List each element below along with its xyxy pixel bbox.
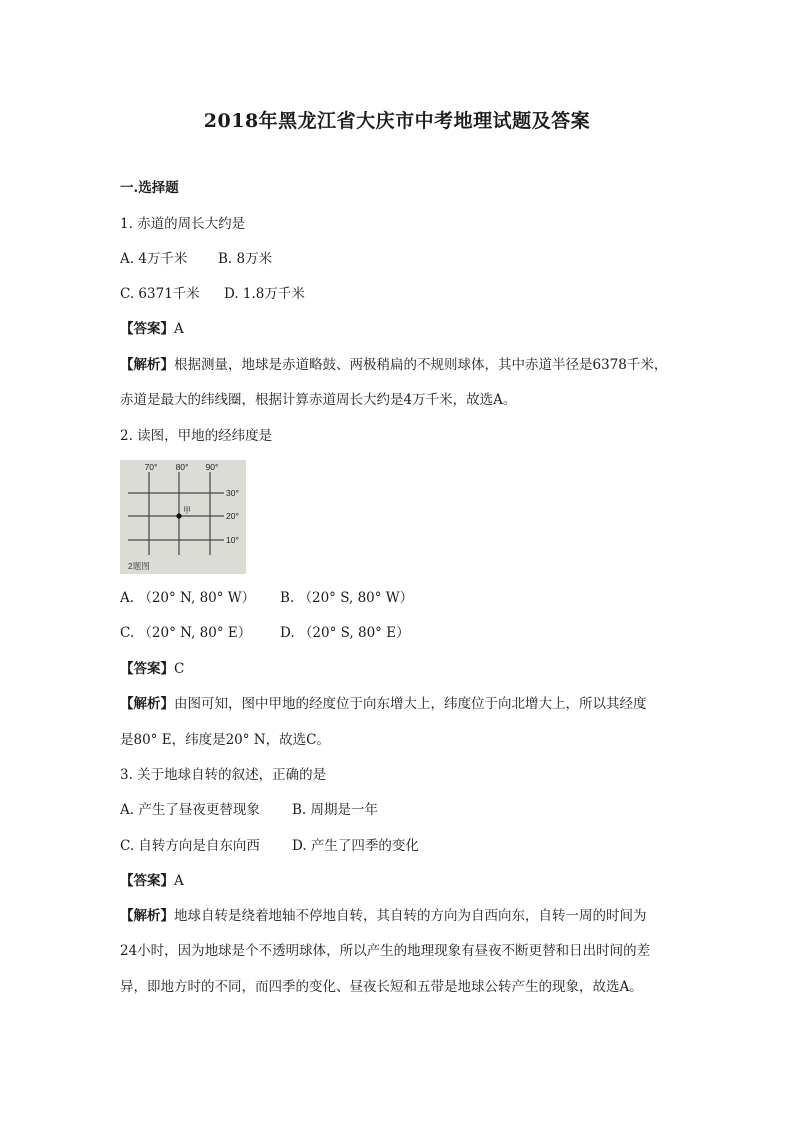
q2-option-b: B. （20° S, 80° W） (280, 590, 414, 606)
lat-label-20: 20° (226, 511, 239, 521)
q1-option-c: C. 6371千米 (120, 286, 200, 302)
q2-option-d: D. （20° S, 80° E） (280, 625, 410, 641)
lon-label-80: 80° (175, 462, 189, 472)
section-heading: 一.选择题 (120, 180, 179, 196)
lat-lon-grid-figure (120, 460, 246, 574)
q2-stem: 2. 读图，甲地的经纬度是 (120, 428, 273, 444)
q1-option-d: D. 1.8万千米 (224, 286, 305, 302)
q2-options-row1 (120, 592, 413, 606)
q3-option-c: C. 自转方向是自东向西 (120, 838, 260, 854)
q3-option-a: A. 产生了昼夜更替现象 (120, 802, 260, 818)
analysis-tag: 【解析】 (120, 696, 174, 712)
q3-analysis-line2: 24小时，因为地球是个不透明球体，所以产生的地理现象有昼夜不断更替和日出时间的差 (120, 943, 651, 959)
q3-stem: 3. 关于地球自转的叙述，正确的是 (120, 767, 327, 783)
q2-option-c: C. （20° N, 80° E） (120, 625, 252, 641)
answer-tag: 【答案】 (120, 661, 174, 677)
analysis-text: 根据测量，地球是赤道略鼓、两极稍扁的不规则球体，其中赤道半径是6378千米， (174, 357, 668, 373)
q1-analysis-line1 (120, 359, 667, 373)
lat-label-30: 30° (226, 488, 239, 498)
q3-option-d: D. 产生了四季的变化 (292, 838, 419, 854)
answer-tag: 【答案】 (120, 873, 174, 889)
q1-option-a: A. 4万千米 (120, 251, 188, 267)
answer-value: C (174, 661, 185, 677)
q3-answer (120, 875, 184, 889)
analysis-tag: 【解析】 (120, 357, 174, 373)
q1-options-row2 (120, 288, 305, 302)
q1-stem: 1. 赤道的周长大约是 (120, 216, 246, 232)
q1-option-b: B. 8万米 (218, 251, 273, 267)
lon-label-90: 90° (205, 462, 219, 472)
q3-analysis-line3: 异，即地方时的不同，而四季的变化、昼夜长短和五带是地球公转产生的现象，故选A。 (120, 979, 643, 995)
q3-options-row1 (120, 804, 378, 818)
q3-options-row2 (120, 840, 419, 854)
q3-analysis-line1 (120, 910, 647, 924)
analysis-text: 由图可知，图中甲地的经度位于向东增大上，纬度位于向北增大上，所以其经度 (174, 696, 647, 712)
figure-caption: 2题图 (128, 561, 150, 571)
point-jia-label: 甲 (183, 506, 191, 515)
point-jia-marker (176, 513, 181, 518)
q2-analysis-line1 (120, 698, 647, 712)
q1-options-row1 (120, 253, 272, 267)
page-title: 2018年黑龙江省大庆市中考地理试题及答案 (203, 110, 591, 132)
lon-label-70: 70° (144, 462, 158, 472)
q2-answer (120, 663, 184, 677)
answer-value: A (174, 873, 184, 889)
analysis-text: 地球自转是绕着地轴不停地自转，其自转的方向为自西向东，自转一周的时间为 (174, 908, 647, 924)
q2-options-row2 (120, 627, 410, 641)
lat-label-10: 10° (226, 535, 239, 545)
q3-option-b: B. 周期是一年 (292, 802, 379, 818)
answer-value: A (174, 321, 184, 337)
answer-tag: 【答案】 (120, 321, 174, 337)
q1-answer (120, 323, 184, 337)
q1-analysis-line2: 赤道是最大的纬线圈，根据计算赤道周长大约是4万千米，故选A。 (120, 392, 517, 408)
q2-option-a: A. （20° N, 80° W） (120, 590, 256, 606)
q2-analysis-line2: 是80° E，纬度是20° N，故选C。 (120, 732, 330, 748)
analysis-tag: 【解析】 (120, 908, 174, 924)
